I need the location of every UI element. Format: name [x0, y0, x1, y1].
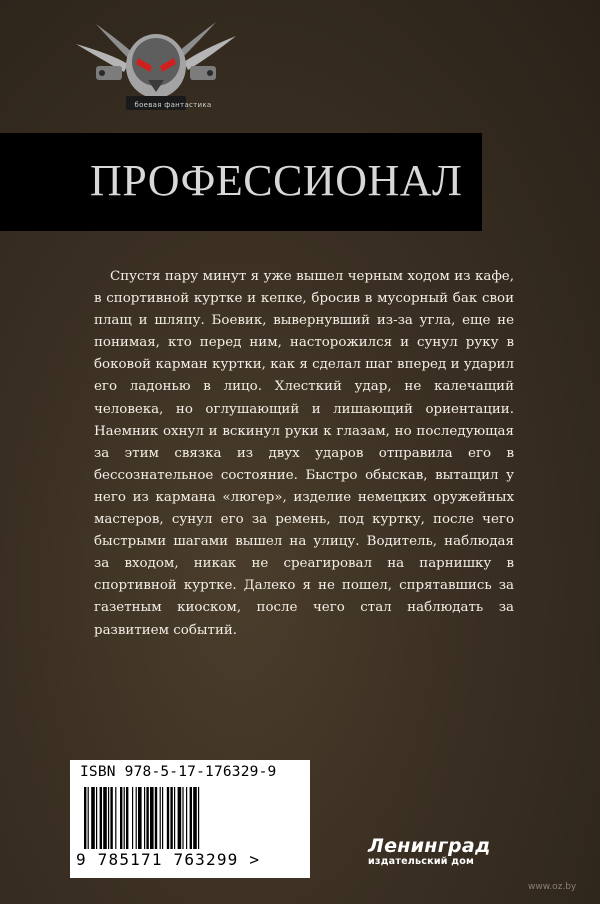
barcode-bar: [170, 787, 172, 849]
barcode-bar: [174, 787, 175, 849]
barcode-bar: [132, 787, 133, 849]
barcode-bar: [167, 787, 169, 849]
barcode-bar: [115, 787, 116, 849]
barcode-bar: [91, 787, 95, 849]
barcode-bar: [126, 787, 128, 849]
barcode-bars: [84, 787, 296, 851]
barcode-bar: [182, 787, 183, 849]
barcode-bar: [144, 787, 145, 849]
barcode-bar: [100, 787, 102, 849]
annotation-text: Спустя пару минут я уже вышел черным ходом из кафе, в спортивной куртке и кепке, бросив в мусорный бак свои плащ и шляпу. Боевик, вывернувший из-за угла, еще не понимая, кто перед ним, насторожился и сунул руку в боковой карман куртки, как я сделал шаг вперед и ударил его ладонью в лицо. Хлесткий удар, не калечащий человека, но оглушающий и лишающий ориентации. Наемник охнул и вскинул руки к глазам, но последующая за этим связка из двух ударов отправила его в бессознательное состояние. Быстро обыскав, вытащил у него из кармана «люгер», изделие немецких оружейных мастеров, сунул его за ремень, под куртку, после чего быстрыми шагами вышел на улицу. Водитель, наблюдая за входом, никак не среагировал на парнишку в спортивной куртке. Далеко я не пошел, спрятавшись за газетным киоском, после чего стал наблюдать за развитием событий.: [94, 269, 514, 638]
publisher-logo: [368, 836, 508, 868]
barcode-bar: [84, 787, 86, 849]
barcode-bar: [190, 787, 192, 849]
publisher-subtitle: издательский дом: [368, 856, 475, 867]
barcode-bar: [186, 787, 187, 849]
barcode-bar: [138, 787, 142, 849]
barcode-bar: [88, 787, 89, 849]
ean-digits: 9 785171 763299 >: [76, 850, 261, 869]
title-band: [0, 133, 482, 231]
barcode-bar: [146, 787, 148, 849]
isbn-barcode: [70, 760, 310, 878]
isbn-label: ISBN 978-5-17-176329-9: [80, 764, 277, 780]
barcode-bar: [160, 787, 161, 849]
barcode-bar: [198, 787, 199, 849]
barcode-bar: [96, 787, 97, 849]
barcode-bar: [108, 787, 109, 849]
barcode-bar: [110, 787, 112, 849]
series-caption: боевая фантастика: [134, 101, 212, 109]
barcode-bar: [103, 787, 107, 849]
barcode-bar: [162, 787, 163, 849]
barcode-bar: [124, 787, 125, 849]
watermark: www.oz.by: [528, 882, 577, 892]
publisher-name: Ленинград: [368, 835, 491, 857]
series-emblem-icon: [66, 14, 246, 114]
barcode-bar: [178, 787, 182, 849]
barcode-bar: [136, 787, 137, 849]
barcode-bar: [150, 787, 154, 849]
barcode-bar: [120, 787, 122, 849]
barcode-bar: [155, 787, 157, 849]
book-title: ПРОФЕССИОНАЛ: [90, 156, 463, 205]
barcode-bar: [193, 787, 197, 849]
series-logo: [66, 14, 246, 114]
